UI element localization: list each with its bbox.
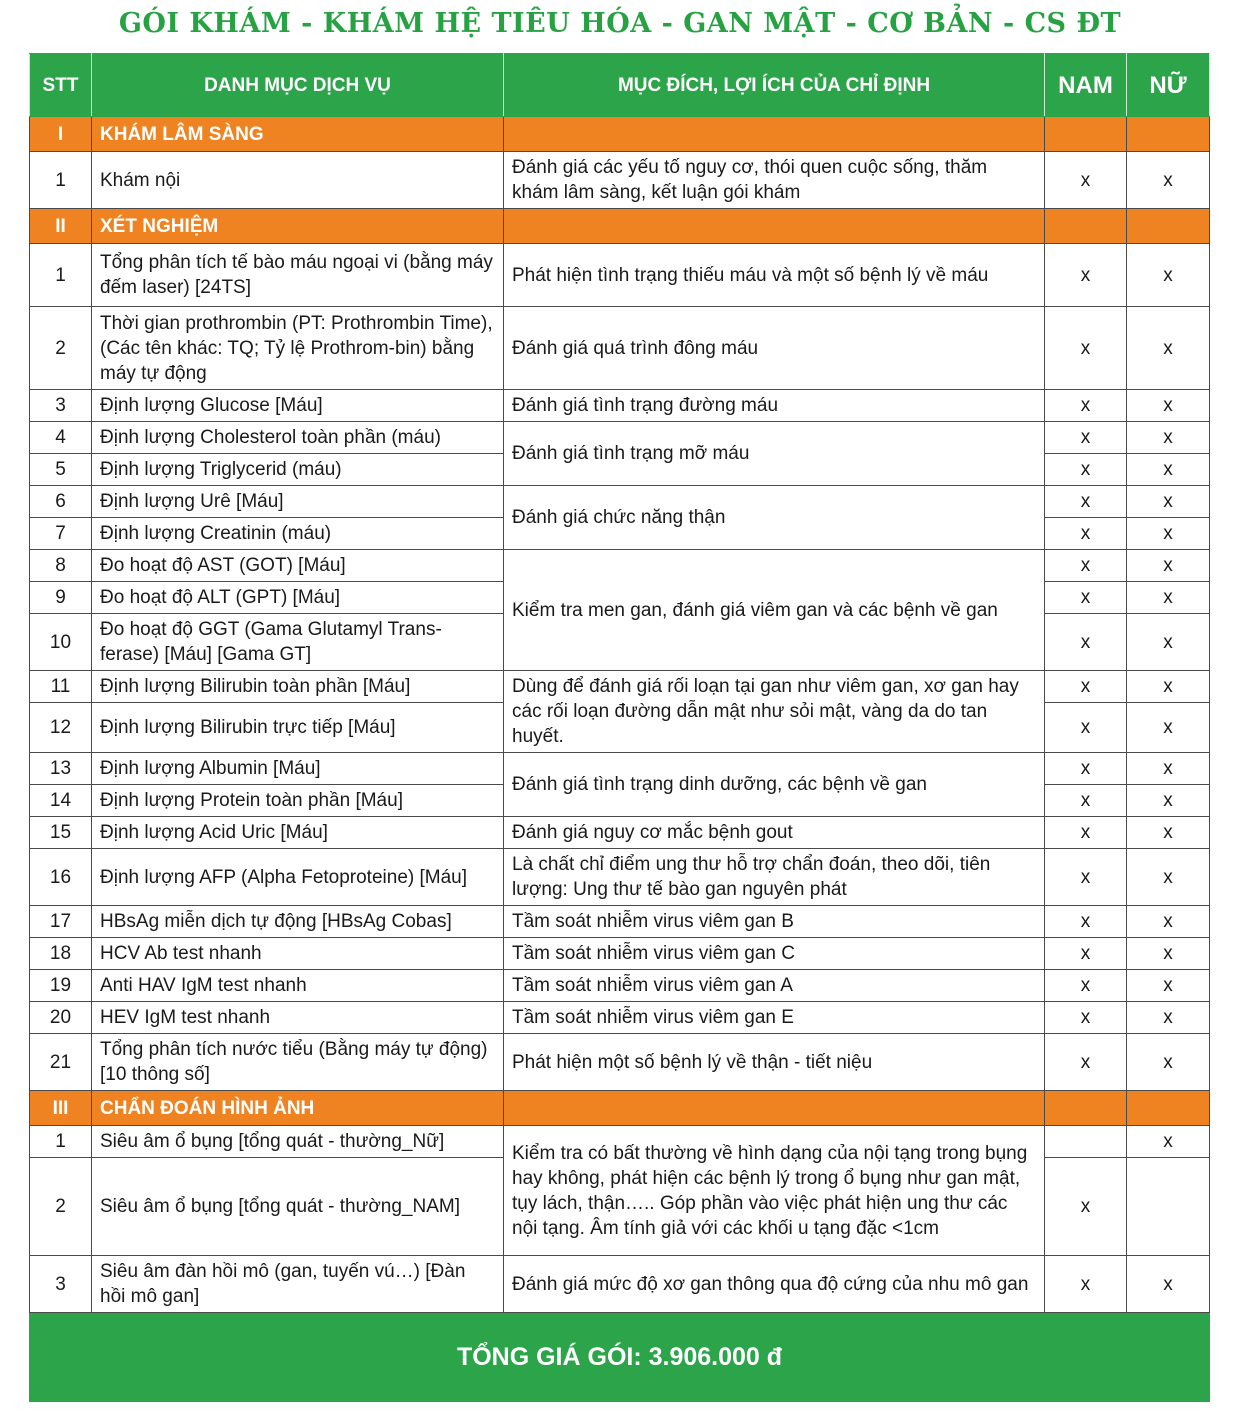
row-stt: 20: [30, 1002, 92, 1034]
row-purpose: Phát hiện tình trạng thiếu máu và một số bệnh lý về máu: [504, 244, 1045, 307]
row-service: Thời gian prothrombin (PT: Prothrombin Time), (Các tên khác: TQ; Tỷ lệ Prothrom-bin) bằng máy tự động: [92, 307, 504, 390]
row-female: x: [1127, 486, 1210, 518]
row-service: Định lượng Bilirubin trực tiếp [Máu]: [92, 703, 504, 753]
row-purpose: Tầm soát nhiễm virus viêm gan A: [504, 970, 1045, 1002]
service-table: [29, 53, 1210, 1402]
row-female: x: [1127, 1126, 1210, 1158]
row-purpose: Đánh giá mức độ xơ gan thông qua độ cứng của nhu mô gan: [504, 1256, 1045, 1313]
section-num: II: [30, 209, 92, 244]
row-male: x: [1045, 1256, 1127, 1313]
row-male: x: [1045, 1158, 1127, 1256]
row-male: x: [1045, 906, 1127, 938]
table-row: [30, 753, 1210, 785]
row-female: x: [1127, 307, 1210, 390]
row-service: Siêu âm ổ bụng [tổng quát - thường_NAM]: [92, 1158, 504, 1256]
row-male: x: [1045, 550, 1127, 582]
row-stt: 4: [30, 422, 92, 454]
row-male: x: [1045, 518, 1127, 550]
row-purpose: Tầm soát nhiễm virus viêm gan B: [504, 906, 1045, 938]
row-service: Định lượng Cholesterol toàn phần (máu): [92, 422, 504, 454]
row-male: x: [1045, 422, 1127, 454]
row-male: x: [1045, 703, 1127, 753]
row-stt: 5: [30, 454, 92, 486]
row-male: x: [1045, 454, 1127, 486]
section-row: [30, 209, 1210, 244]
section-row: [30, 117, 1210, 152]
row-stt: 12: [30, 703, 92, 753]
row-female: x: [1127, 390, 1210, 422]
row-purpose: Đánh giá nguy cơ mắc bệnh gout: [504, 817, 1045, 849]
section-name: CHẨN ĐOÁN HÌNH ẢNH: [92, 1091, 504, 1126]
row-female: x: [1127, 152, 1210, 209]
row-stt: 6: [30, 486, 92, 518]
row-service: HCV Ab test nhanh: [92, 938, 504, 970]
row-stt: 2: [30, 1158, 92, 1256]
row-male: x: [1045, 671, 1127, 703]
table-row: [30, 970, 1210, 1002]
row-service: Định lượng Protein toàn phần [Máu]: [92, 785, 504, 817]
row-purpose: Dùng để đánh giá rối loạn tại gan như viêm gan, xơ gan hay các rối loạn đường dẫn mật như sỏi mật, vàng da do tan huyết.: [504, 671, 1045, 753]
table-row: [30, 1256, 1210, 1313]
row-stt: 10: [30, 614, 92, 671]
row-stt: 3: [30, 390, 92, 422]
row-stt: 15: [30, 817, 92, 849]
row-service: Đo hoạt độ AST (GOT) [Máu]: [92, 550, 504, 582]
section-row: [30, 1091, 1210, 1126]
table-row: [30, 1126, 1210, 1158]
row-purpose: Đánh giá tình trạng đường máu: [504, 390, 1045, 422]
table-row: [30, 906, 1210, 938]
row-service: Tổng phân tích tế bào máu ngoại vi (bằng máy đếm laser) [24TS]: [92, 244, 504, 307]
table-row: [30, 817, 1210, 849]
row-service: Định lượng Bilirubin toàn phần [Máu]: [92, 671, 504, 703]
row-female: x: [1127, 1002, 1210, 1034]
row-purpose: Kiểm tra men gan, đánh giá viêm gan và các bệnh về gan: [504, 550, 1045, 671]
row-female: x: [1127, 1256, 1210, 1313]
row-female: x: [1127, 753, 1210, 785]
row-stt: 18: [30, 938, 92, 970]
row-purpose: Phát hiện một số bệnh lý về thận - tiết niệu: [504, 1034, 1045, 1091]
section-num: I: [30, 117, 92, 152]
table-row: [30, 671, 1210, 703]
header-female: NỮ: [1127, 54, 1210, 117]
row-female: x: [1127, 422, 1210, 454]
row-service: Định lượng Glucose [Máu]: [92, 390, 504, 422]
row-female: x: [1127, 906, 1210, 938]
row-female: [1127, 1158, 1210, 1256]
row-female: x: [1127, 938, 1210, 970]
row-female: x: [1127, 849, 1210, 906]
row-male: x: [1045, 817, 1127, 849]
row-female: x: [1127, 550, 1210, 582]
total-row: [30, 1313, 1210, 1402]
row-female: x: [1127, 244, 1210, 307]
table-row: [30, 307, 1210, 390]
table-row: [30, 244, 1210, 307]
row-male: x: [1045, 1002, 1127, 1034]
row-male: x: [1045, 753, 1127, 785]
row-male: x: [1045, 307, 1127, 390]
row-stt: 1: [30, 1126, 92, 1158]
row-purpose: Đánh giá các yếu tố nguy cơ, thói quen cuộc sống, thăm khám lâm sàng, kết luận gói khám: [504, 152, 1045, 209]
row-service: Định lượng Albumin [Máu]: [92, 753, 504, 785]
page-title: GÓI KHÁM - KHÁM HỆ TIÊU HÓA - GAN MẬT - CƠ BẢN - CS ĐT: [118, 8, 1122, 39]
row-female: x: [1127, 454, 1210, 486]
section-num: III: [30, 1091, 92, 1126]
row-purpose: Tầm soát nhiễm virus viêm gan C: [504, 938, 1045, 970]
row-purpose: Đánh giá tình trạng dinh dưỡng, các bệnh về gan: [504, 753, 1045, 817]
row-stt: 17: [30, 906, 92, 938]
row-stt: 13: [30, 753, 92, 785]
row-male: x: [1045, 152, 1127, 209]
header-male: NAM: [1045, 54, 1127, 117]
row-male: x: [1045, 849, 1127, 906]
row-purpose: Tầm soát nhiễm virus viêm gan E: [504, 1002, 1045, 1034]
row-stt: 1: [30, 152, 92, 209]
row-female: x: [1127, 1034, 1210, 1091]
row-service: Khám nội: [92, 152, 504, 209]
row-purpose: Đánh giá chức năng thận: [504, 486, 1045, 550]
row-male: x: [1045, 785, 1127, 817]
row-stt: 3: [30, 1256, 92, 1313]
row-male: x: [1045, 970, 1127, 1002]
row-stt: 1: [30, 244, 92, 307]
header-stt: STT: [30, 54, 92, 117]
row-service: Định lượng Triglycerid (máu): [92, 454, 504, 486]
row-stt: 21: [30, 1034, 92, 1091]
table-row: [30, 390, 1210, 422]
row-stt: 16: [30, 849, 92, 906]
table-row: [30, 550, 1210, 582]
row-male: x: [1045, 938, 1127, 970]
section-name: XÉT NGHIỆM: [92, 209, 504, 244]
header-purpose: MỤC ĐÍCH, LỢI ÍCH CỦA CHỈ ĐỊNH: [504, 54, 1045, 117]
table-header: [30, 54, 1210, 117]
row-male: x: [1045, 486, 1127, 518]
header-service: DANH MỤC DỊCH VỤ: [92, 54, 504, 117]
row-male: x: [1045, 1034, 1127, 1091]
row-service: Định lượng Creatinin (máu): [92, 518, 504, 550]
row-female: x: [1127, 518, 1210, 550]
row-service: Siêu âm đàn hồi mô (gan, tuyến vú…) [Đàn hồi mô gan]: [92, 1256, 504, 1313]
table-row: [30, 1034, 1210, 1091]
row-male: x: [1045, 244, 1127, 307]
row-service: Định lượng Urê [Máu]: [92, 486, 504, 518]
row-female: x: [1127, 970, 1210, 1002]
row-male: x: [1045, 582, 1127, 614]
row-service: HEV IgM test nhanh: [92, 1002, 504, 1034]
row-male: x: [1045, 614, 1127, 671]
row-service: Đo hoạt độ ALT (GPT) [Máu]: [92, 582, 504, 614]
row-service: Tổng phân tích nước tiểu (Bằng máy tự động) [10 thông số]: [92, 1034, 504, 1091]
row-female: x: [1127, 785, 1210, 817]
row-service: HBsAg miễn dịch tự động [HBsAg Cobas]: [92, 906, 504, 938]
row-purpose: Đánh giá tình trạng mỡ máu: [504, 422, 1045, 486]
row-male: x: [1045, 390, 1127, 422]
table-row: [30, 1002, 1210, 1034]
row-female: x: [1127, 703, 1210, 753]
row-female: x: [1127, 582, 1210, 614]
row-purpose: Là chất chỉ điểm ung thư hỗ trợ chẩn đoán, theo dõi, tiên lượng: Ung thư tế bào gan nguyên phát: [504, 849, 1045, 906]
table-row: [30, 152, 1210, 209]
row-service: Anti HAV IgM test nhanh: [92, 970, 504, 1002]
row-service: Định lượng Acid Uric [Máu]: [92, 817, 504, 849]
row-service: Siêu âm ổ bụng [tổng quát - thường_Nữ]: [92, 1126, 504, 1158]
table-row: [30, 486, 1210, 518]
section-name: KHÁM LÂM SÀNG: [92, 117, 504, 152]
row-female: x: [1127, 817, 1210, 849]
row-male: [1045, 1126, 1127, 1158]
row-stt: 8: [30, 550, 92, 582]
row-female: x: [1127, 671, 1210, 703]
row-stt: 19: [30, 970, 92, 1002]
row-stt: 2: [30, 307, 92, 390]
row-stt: 11: [30, 671, 92, 703]
row-purpose: Kiểm tra có bất thường về hình dạng của nội tạng trong bụng hay không, phát hiện các bệnh lý trong ổ bụng như gan mật, tụy lách, thận….. Góp phần vào việc phát hiện ung thư các nội tạng. Âm tính giả với các khối u tạng đặc <1cm: [504, 1126, 1045, 1256]
row-female: x: [1127, 614, 1210, 671]
row-service: Đo hoạt độ GGT (Gama Glutamyl Trans-ferase) [Máu] [Gama GT]: [92, 614, 504, 671]
table-row: [30, 422, 1210, 454]
row-service: Định lượng AFP (Alpha Fetoproteine) [Máu]: [92, 849, 504, 906]
row-stt: 14: [30, 785, 92, 817]
row-stt: 9: [30, 582, 92, 614]
row-purpose: Đánh giá quá trình đông máu: [504, 307, 1045, 390]
table-row: [30, 849, 1210, 906]
row-stt: 7: [30, 518, 92, 550]
total-price: TỔNG GIÁ GÓI: 3.906.000 đ: [30, 1313, 1210, 1402]
table-row: [30, 938, 1210, 970]
